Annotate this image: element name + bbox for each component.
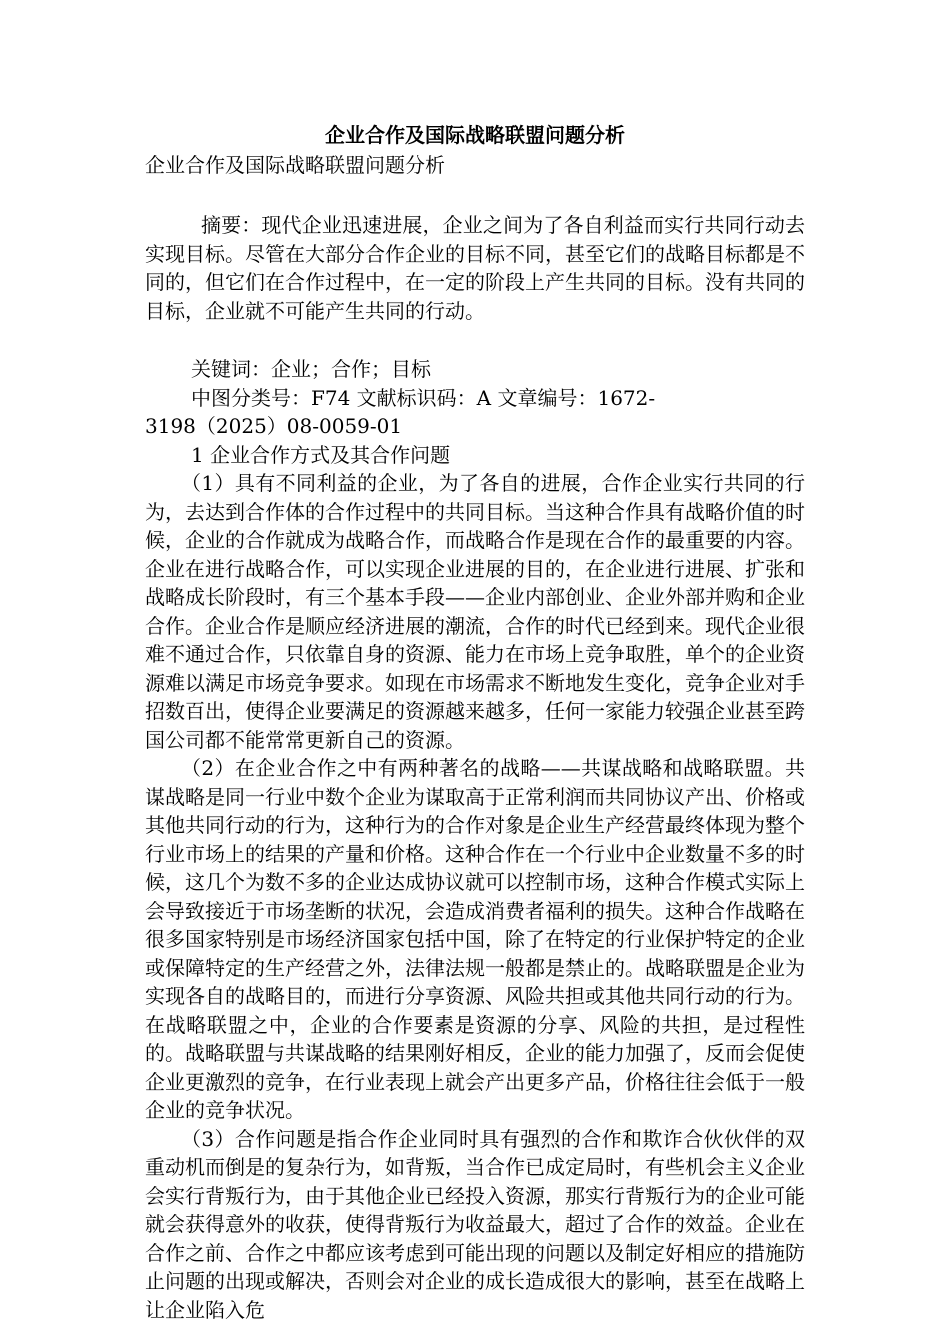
body-paragraph-1: （1）具有不同利益的企业，为了各自的进展，合作企业实行共同的行为，去达到合作体的合作过程中的共同目标。当这种合作具有战略价值的时候，企业的合作就成为战略合作，而战略合作是现在合作的最重要的内容。企业在进行战略合作，可以实现企业进展的目的，在企业进行进展、扩张和战略成长阶段时，有三个基本手段——企业内部创业、企业外部并购和企业合作。企业合作是顺应经济进展的潮流，合作的时代已经到来。现代企业很难不通过合作，只依靠自身的资源、能力在市场上竞争取胜，单个的企业资源难以满足市场竞争要求。如现在市场需求不断地发生变化，竞争企业对手招数百出，使得企业要满足的资源越来越多，任何一家能力较强企业甚至跨国公司都不能常常更新自己的资源。: [145, 471, 805, 752]
body-paragraph-3: （3）合作问题是指合作企业同时具有强烈的合作和欺诈合伙伙伴的双重动机而倒是的复杂行为，如背叛，当合作已成定局时，有些机会主义企业会实行背叛行为，由于其他企业已经投入资源，那实行背叛行为的企业可能就会获得意外的收获，使得背叛行为收益最大，超过了合作的效益。企业在合作之前、合作之中都应该考虑到可能出现的问题以及制定好相应的措施防止问题的出现或解决，否则会对企业的成长造成很大的影响，甚至在战略上让企业陷入危: [145, 1126, 805, 1322]
classification-line: 中图分类号：F74 文献标识码：A 文章编号：1672-: [191, 385, 656, 410]
blank-line: [145, 325, 805, 355]
document-subtitle: 企业合作及国际战略联盟问题分析: [145, 153, 445, 177]
document-page: [145, 120, 805, 1324]
keywords-line: 关键词：企业；合作；目标: [191, 357, 431, 381]
document-title: 企业合作及国际战略联盟问题分析: [325, 123, 625, 147]
body-paragraph-2: （2）在企业合作之中有两种著名的战略——共谋战略和战略联盟。共谋战略是同一行业中数个企业为谋取高于正常利润而共同协议产出、价格或其他共同行动的行为，这种行为的合作对象是企业生产经营最终体现为整个行业市场上的结果的产量和价格。这种合作在一个行业中企业数量不多的时候，这几个为数不多的企业达成协议就可以控制市场，这种合作模式实际上会导致接近于市场垄断的状况，会造成消费者福利的损失。这种合作战略在很多国家特别是市场经济国家包括中国，除了在特定的行业保护特定的企业或保障特定的生产经营之外，法律法规一般都是禁止的。战略联盟是企业为实现各自的战略目的，而进行分享资源、风险共担或其他共同行动的行为。在战略联盟之中，企业的合作要素是资源的分享、风险的共担，是过程性的。战略联盟与共谋战略的结果刚好相反，企业的能力加强了，反而会促使企业更激烈的竞争，在行业表现上就会产出更多产品，价格往往会低于一般企业的竞争状况。: [145, 756, 805, 1122]
abstract-paragraph: 摘要：现代企业迅速进展，企业之间为了各自利益而实行共同行动去实现目标。尽管在大部分合作企业的目标不同，甚至它们的战略目标都是不同的，但它们在合作过程中，在一定的阶段上产生共同的目标。没有共同的目标，企业就不可能产生共同的行动。: [145, 213, 805, 323]
blank-line: [145, 180, 805, 211]
classification-line-continued: 3198（2025）08-0059-01: [145, 414, 403, 438]
section-heading: 1 企业合作方式及其合作问题: [191, 442, 451, 467]
